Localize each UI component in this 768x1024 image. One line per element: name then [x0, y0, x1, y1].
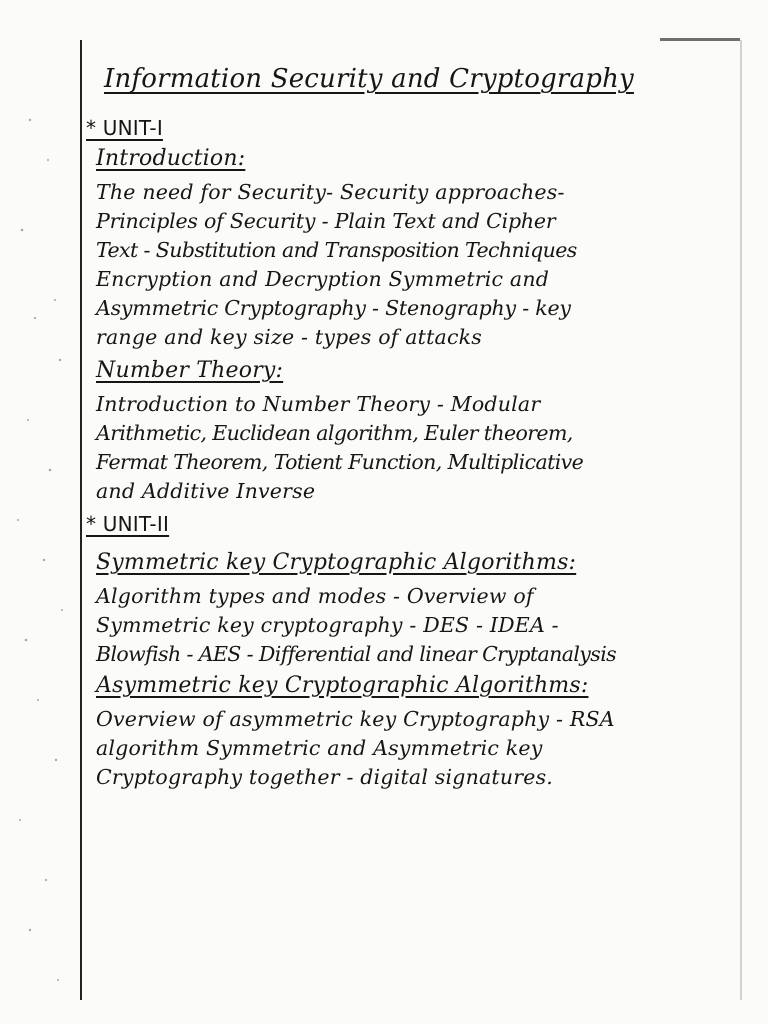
unit-label: * UNIT-II	[86, 512, 170, 536]
note-line: Introduction to Number Theory - Modular	[96, 392, 541, 416]
note-line: Overview of asymmetric key Cryptography - RSA	[96, 707, 615, 731]
note-line: Principles of Security - Plain Text and Cipher	[96, 209, 556, 233]
note-line: Text - Substitution and Transposition Techniques	[96, 238, 577, 262]
note-line: range and key size - types of attacks	[96, 325, 482, 349]
note-line: Encryption and Decryption Symmetric and	[96, 267, 550, 291]
note-line: Fermat Theorem, Totient Function, Multiplicative	[96, 450, 584, 474]
section-heading: Symmetric key Cryptographic Algorithms:	[96, 550, 577, 575]
note-line: and Additive Inverse	[96, 479, 316, 503]
note-line: Blowfish - AES - Differential and linear Cryptanalysis	[96, 642, 617, 666]
scan-edge-mark	[660, 38, 740, 41]
section-heading: Asymmetric key Cryptographic Algorithms:	[96, 673, 589, 698]
right-rule	[740, 40, 742, 1000]
note-line: Arithmetic, Euclidean algorithm, Euler theorem,	[96, 421, 573, 445]
note-line: algorithm Symmetric and Asymmetric key	[96, 736, 543, 760]
margin-rule	[80, 40, 82, 1000]
note-line: Cryptography together - digital signatures.	[96, 765, 554, 789]
note-line: Symmetric key cryptography - DES - IDEA -	[96, 613, 559, 637]
note-line: Algorithm types and modes - Overview of	[96, 584, 534, 608]
note-line: The need for Security- Security approaches-	[96, 180, 565, 204]
page-title: Information Security and Cryptography	[104, 64, 634, 94]
unit-label: * UNIT-I	[86, 116, 163, 140]
notes-content	[86, 62, 736, 792]
section-heading: Number Theory:	[96, 358, 284, 383]
section-heading: Introduction:	[96, 146, 246, 171]
scan-speckles	[0, 0, 70, 1024]
note-line: Asymmetric Cryptography - Stenography - key	[96, 296, 571, 320]
